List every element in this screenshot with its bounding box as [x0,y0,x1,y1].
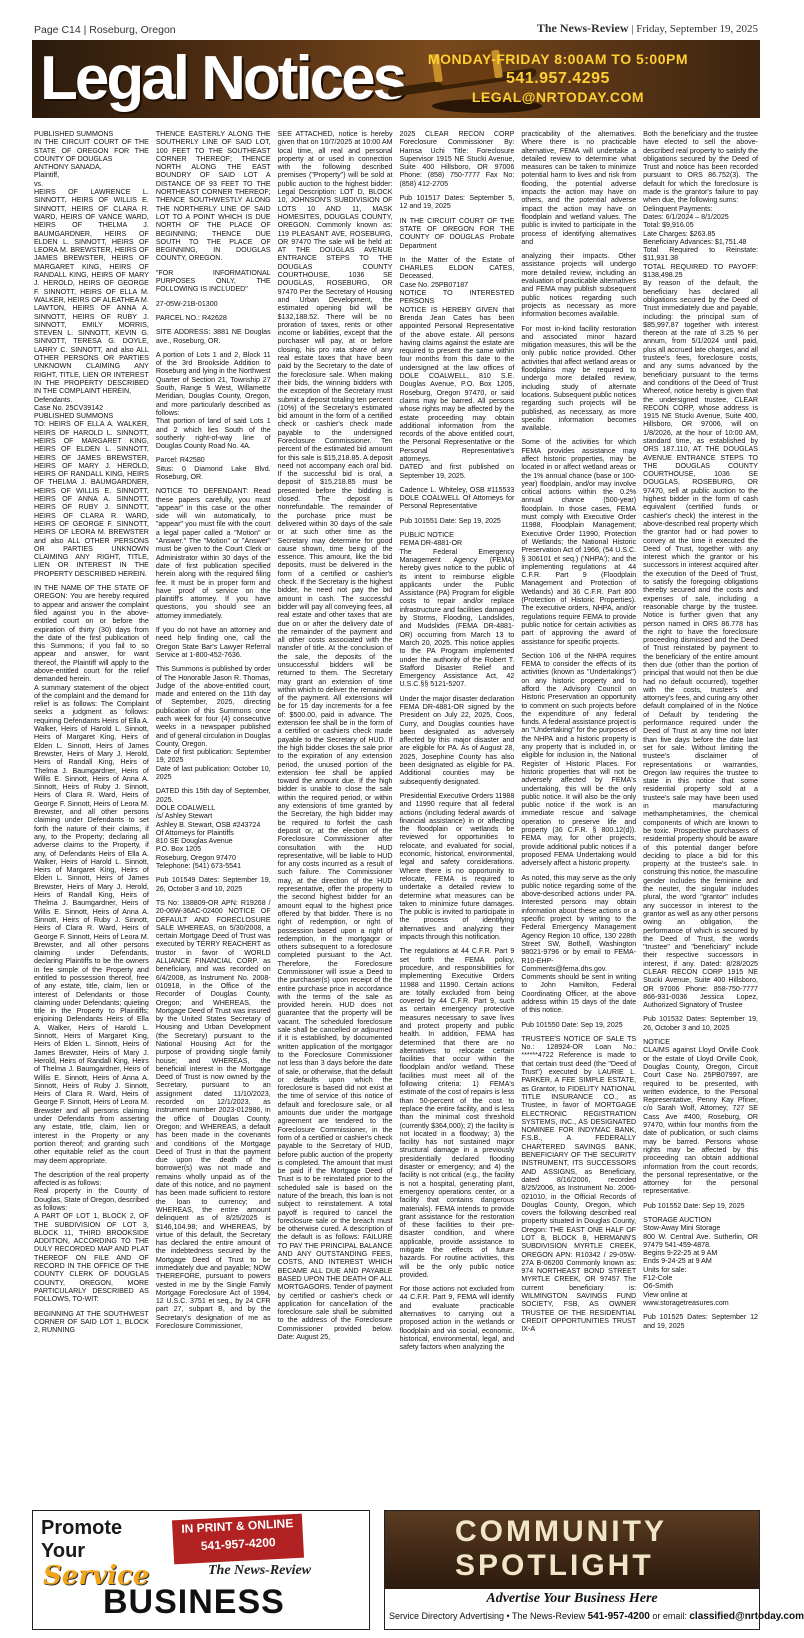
service-script: Service [43,1561,150,1591]
notice-column-2 [156,130,271,1498]
notice-paragraph: IN THE NAME OF THE STATE OF OREGON: You are hereby required to appear and answer the complaint filed against you in the above-entitled court on or before the expiration of thirty (30) days from the date of the first publication of this Summons; if you fail to so appear and answer, for want thereof, the Plaintiff will apply to the above-entitled court for the relief demanded herein. A summary statement of the object of the complaint and the demand for relief is as follows: The Complaint seeks a judgment as follows: requiring Defendants Heirs of Ella A. Walker, Heirs of Harold L. Sinnott, Heirs of Margaret King, Heirs of Elden L. Sinnott, Heirs of James Brewster, Heirs of Mary J. Herold, Heirs of Randall King, Heirs of Thelma J. Baumgardner, Heirs of Willis E. Sinnott, Heirs of Anna A. Sinnott, Heirs of Ruby J. Sinnott, Heirs of Clara R. Ward, Heirs of George F. Sinnott, Heirs of Leora M. Brewster, and all other persons claiming under Defendants to set forth the nature of their claims, if any, to the Property; declaring all adverse claims to the Property, if any, of Defendants Heirs of Ella A. Walker, Heirs of Harold L. Sinnott, Heirs of Margaret King, Heirs of Elden L. Sinnott, Heirs of James Brewster, Heirs of Mary J. Herold, Heirs of Randall King, Heirs of Thelma J. Baumgardner, Heirs of Willis E. Sinnott, Heirs of Anna A. Sinnott, Heirs of Ruby J. Sinnott, Heirs of Clara R. Ward, Heirs of George F. Sinnott, Heirs of Leora M. Brewster, and all other persons claiming under Defendants, declaring Plaintiffs to be the owners in fee simple of the Property and entitled to possession thereof, free of any estate, title, claim, lien or interest of Defendants or those claiming under Defendants; quieting title in the Property to Plaintiffs; enjoining Defendants Heirs of Ella A. Walker, Heirs of Harold L. Sinnott, Heirs of Margaret King, Heirs of Elden L. Sinnott, Heirs of James Brewster, Heirs of Mary J. Herold, Heirs of Randall King, Heirs of Thelma J. Baumgardner, Heirs of Willis E. Sinnott, Heirs of Anna A. Sinnott, Heirs of Ruby J. Sinnott, Heirs of Clara R. Ward, Heirs of George F. Sinnott, Heirs of Leora M. Brewster and all persons claiming under Defendants from asserting any estate, title, claim, lien or interest in the Property or any portion thereof; and granting such other equitable relief as the court may deem appropriate. [34,584,149,1165]
paper-name: The News-Review [536,21,629,35]
notice-paragraph: SEE ATTACHED, notice is hereby given that on 10/7/2025 at 10:00 AM local time, all real and personal property at or used in connection with the following described premises ("Property") will be sold at public auction to the highest bidder: Legal Description: LOT D, BLOCK 10, JOHNSON'S SUBDIVISION OF LOTS 10 AND 11, MASK HOMESITES, DOUGLAS COUNTY, OREGON. Commonly known as: 119 PLEASANT AVE, ROSEBURG, OR 97470 The sale will be held at: AT THE DOUGLAS AVENUE ENTRANCE STEPS TO THE DOUGLAS COUNTY COURTHOUSE, 1036 SE DOUGLAS, ROSEBURG, OR 97470 Per the Secretary of Housing and Urban Development, the estimated opening bid will be $132,188.52. There will be no proration of taxes, rents or other income or liabilities, except that the purchaser will pay, at or before closing, his pro rata share of any real estate taxes that have been paid by the Secretary to the date of the foreclosure sale. When making their bids, the winning bidders with the exception of the Secretary must submit a deposit totaling ten percent (10%) of the Secretary's estimated bid amount in the form of a certified check or cashier's check made payable to the undersigned Foreclosure Commissioner. Ten percent of the estimated bid amount for this sale is $15,218.85. A deposit need not accompany each oral bid. If the successful bid is oral, a deposit of $15,218.85 must be presented before the bidding is closed. The deposit is nonrefundable. The remainder of the purchase price must be delivered within 30 days of the sale or at such other time as the Secretary may determine for good cause shown, time being of the essence. This amount, like the bid deposits, must be delivered in the form of a certified or cashier's check. If the Secretary is the highest bidder, he need not pay the bid amount in cash. The successful bidder will pay all conveying fees, all real estate and other taxes that are due on or after the delivery date of the remainder of the payment and all other costs associated with the transfer of title. At the conclusion of the sale, the deposits of the unsuccessful bidders will be returned to them. The Secretary may grant an extension of time within which to deliver the remainder of the payment. All extensions will be for 15 day increments for a fee of: $500.00, paid in advance. The extension fee shall be in the form of a certified or cashiers check made payable to the Secretary of HUD. If the high bidder closes the sale prior to the expiration of any extension period, the unused portion of the extension fee shall be applied toward the amount due. If the high bidder is unable to close the sale within the required period, or within any extensions of time granted by the Secretary, the high bidder may be required to forfeit the cash deposit or, at the election of the Foreclosure Commissioner after consultation with the HUD representative, will be liable to HUD for any costs incurred as a result of such failure. The Commissioner may, at the direction of the HUD representative, offer the property to the second highest bidder for an amount equal to the highest price offered by that bidder. There is no right of redemption, or right of possession based upon a right of redemption, in the mortgagor or others subsequent to a foreclosure completed pursuant to the Act. Therefore, the Foreclosure Commissioner will issue a Deed to the purchaser(s) upon receipt of the entire purchase price in accordance with the terms of the sale as provided herein. HUD does not guarantee that the property will be vacant. The scheduled foreclosure sale shall be cancelled or adjourned if it is established, by documented written application of the mortgagor to the Foreclosure Commissioner not less than 3 days before the date of sale, or otherwise, that the default or defaults upon which the foreclosure is based did not exist at the time of service of this notice of default and foreclosure sale, or all amounts due under the mortgage agreement are tendered to the Foreclosure Commissioner, in the form of a certified or cashier's check payable to the Secretary of HUD, before public auction of the property is completed. The amount that must be paid if the Mortgage Deed of Trust is to be reinstated prior to the scheduled sale is based on the nature of the breach, this loan is not subject to reinstatement. A total payoff is required to cancel the foreclosure sale or the breach must be otherwise cured. A description of the default is as follows: FAILURE TO PAY THE PRINCIPAL BALANCE AND ANY OUTSTANDING FEES, COSTS, AND INTEREST WHICH BECAME ALL DUE AND PAYABLE BASED UPON THE DEATH OF ALL MORTGAGORS. Tender of payment by certified or cashier's check or application for cancellation of the foreclosure sale shall be submitted to the address of the Foreclosure Commissioner provided below. Date: August 25, [277,130,393,1342]
notice-paragraph: Cadence L. Whiteley, OSB #115533 DOLE COALWELL Of Attorneys for Personal Representative [399,485,515,511]
notice-paragraph: Presidential Executive Orders 11988 and 11990 require that all federal actions (including federal awards of financial assistance) in or affecting the floodplain or wetlands be reviewed for opportunities to relocate, and evaluated for social, economic, historical, environmental, legal and safety considerations. Where there is no opportunity to relocate, FEMA is required to undertake a detailed review to determine what measures can be taken to minimize future damages. The public is invited to participate in the process of identifying alternatives and analyzing their impacts through this notification. [399,791,515,942]
notice-paragraph: Pub 101550 Date: Sep 19, 2025 [521,1020,623,1029]
notice-paragraph: TRUSTEE'S NOTICE OF SALE TS No.: 128924-OR Loan No.: ******4722 Reference is made to that certain trust deed (the "Deed of Trust") executed by LAURIE L. PARKER, A FEE SIMPLE ESTATE, as Grantor, to FIDELITY NATIONAL TITLE INSURANCE CO., as Trustee, in favor of MORTGAGE ELECTRONIC REGISTRATION SYSTEMS, INC., AS DESIGNATED NOMINEE FOR INDYMAC BANK, F.S.B., A FEDERALLY CHARTERED SAVINGS BANK, BENEFICIARY OF THE SECURITY INSTRUMENT, ITS SUCCESSORS AND ASSIGNS, as Beneficiary, dated 8/16/2006, recorded 8/25/2006, as Instrument No. 2006-021010, in the Official Records of Douglas County, Oregon, which covers the following described real property situated in Douglas County, Oregon: THE EAST ONE HALF OF LOT 8, BLOCK 8, HERMANN'S SUBDIVISION MYRTLE CREEK, OREGON APN: R10342 / 29-05W-27A B-06200 Commonly known as: 974 NORTHEAST BOND STREET MYRTLE CREEK, OR 97457 The current beneficiary is: WILMINGTON SAVINGS FUND SOCIETY, FSB, AS OWNER TRUSTEE OF THE RESIDENTIAL CREDIT OPPORTUNITIES TRUST IX-A [521,1034,637,1334]
advertise-tagline: Advertise Your Business Here [486,1591,658,1606]
legal-email[interactable]: LEGAL@NRTODAY.COM [471,89,645,105]
notice-column-1 [34,130,149,1498]
notice-paragraph: Under the major disaster declaration FEMA DR-4881-OR signed by the President on July 22, 2025, Coos, Curry, and Douglas counties have been designated as adversely affected by this major disaster and are eligible for PA. As of August 28, 2025, Josephine County has also been designated as eligible for PA. Additional counties may be subsequently designated. [399,694,515,786]
notice-column-6 [643,130,758,1498]
notice-paragraph: Pub 101532 Dates: September 19, 26, October 3 and 10, 2025 [643,1015,758,1032]
community-word: COMMUNITY [455,1515,667,1548]
notice-paragraph: NOTICE CLAIMS against Lloyd Orville Cook or the estate of Lloyd Orville Cook, Douglas County, Oregon, Circuit Court Case No. 25PB07997, are required to be presented, with written evidence, to the Personal Representative, Penny Kay Pfiner, c/o Sarah Wolf, Attorney, 727 SE Cass Ave #400, Roseburg, OR 97470, within four months from the date of publication, or such claims may be barred. Persons whose rights may be affected by this proceeding can obtain additional information from the court records, the personal representative, or the attorney for the personal representative. [643,1038,758,1196]
notice-paragraph: practicability of the alternatives. Where there is no practicable alternative, FEMA will undertake a detailed review to determine what measures can be taken to minimize potential harm to lives and risk from flooding, the potential adverse impacts the action may have on others, and the potential adverse impact the action may have on floodplain and wetland values. The public is invited to participate in the process of identifying alternatives and [521,130,637,246]
contact-email[interactable]: classified@nrtoday.com [689,1611,804,1622]
community-spotlight-ad[interactable] [384,1510,804,1630]
page-label: Page C14 | Roseburg, Oregon [34,24,176,36]
notice-paragraph: TS No: 138809-OR APN: R19268 / 20-06W-36AC-02400 NOTICE OF DEFAULT AND FORECLOSURE SALE WHEREAS, on 5/30/2008, a certain Mortgage Deed of Trust was executed by TERRY REACHERT as trustor in favor of WORLD ALLIANCE FINANCIAL CORP. as beneficiary, and was recorded on 6/4/2008, as Instrument No. 2008-010918, in the Office of the Recorder of Douglas County, Oregon; and WHEREAS, the Mortgage Deed of Trust was insured by the United States Secretary of Housing and Urban Development (the Secretary) pursuant to the National Housing Act for the purpose of providing single family house; and WHEREAS, the beneficial interest in the Mortgage Deed of Trust is now owned by the Secretary, pursuant to an assignment dated 11/10/2023, recorded on 12/1/2023, as instrument number 2023-012986, in the office of Douglas County, Oregon; and WHEREAS, a default has been made in the covenants and conditions of the Mortgage Deed of Trust in that the payment due upon the death of the borrower(s) was not made and remains wholly unpaid as of the date of this notice, and no payment has been made sufficient to restore the loan to currency; and WHEREAS, the entire amount delinquent as of 8/25/2025 is $146,104.98; and WHEREAS, by virtue of this default, the Secretary has declared the entire amount of the indebtedness secured by the Mortgage Deed of Trust to be immediately due and payable; NOW THEREFORE, pursuant to powers vested in me by the Single Family Mortgage Foreclosure Act of 1994, 12 U.S.C. 3751 et seq., by 24 CFR part 27, subpart B, and by the Secretary's designation of me as Foreclosure Commissioner, [155,898,271,1331]
promote-line-2: Your [41,1540,86,1562]
notice-paragraph: For most in-kind facility restoration and associated minor hazard mitigation measures, this will be the only public notice provided. Other activities that affect wetland areas or floodplains may be required to undergo more detailed review, including study of alternate locations. Subsequent public notices regarding such projects will be published, as necessary, as more specific information becomes available. [521,324,637,433]
notice-paragraph: This Summons is published by order of The Honorable Jason R. Thomas, Judge of the above-entitled court, made and entered on the 11th day of September, 2025, directing publication of this Summons once each week for four (4) consecutive weeks in a newspaper published and of general circulation in Douglas County, Oregon. Date of first publication: September 19, 2025 Date of last publication: October 10, 2025 [155,665,271,782]
notice-paragraph: PARCEL NO.: R42628 [155,313,227,322]
notice-paragraph: Pub 101552 Date: Sep 19, 2025 [643,1201,745,1210]
notice-paragraph: In the Matter of the Estate of CHARLES ELDON CATES, Deceased. Case No. 25PB07187 NOTICE TO INTERESTED PERSONS NOTICE IS HEREBY GIVEN that Brenda Jean Cates has been appointed Personal Representative of the above estate. All persons having claims against the estate are required to present the same within four months from this date to the undersigned at the law offices of DOLE COALWELL, 810 S.E. Douglas Avenue, P.O. Box 1205, Roseburg, Oregon 97470, or said claims may be barred. All persons whose rights may be affected by the estate proceeding may obtain additional information from the records of the above entitled court, the Personal Representative or the Personal Representative's attorneys. DATED and first published on September 19, 2025. [399,255,515,480]
notice-paragraph: Both the beneficiary and the trustee have elected to sell the above-described real property to satisfy the obligations secured by the Deed of Trust and notice has been recorded pursuant to ORS 86.752(3). The default for which the foreclosure is made is the grantor's failure to pay when due, the following sums: Delinquent Payments: Dates: 6/1/2024 – 8/1/2025 Total: $9,916.05 Late Charges: $263.85 Beneficiary Advances: $1,751.48 Total Required to Reinstate: $11,931.38 TOTAL REQUIRED TO PAYOFF: $138,498.25 By reason of the default, the beneficiary has declared all obligations secured by the Deed of Trust immediately due and payable, including: the principal sum of $85,997.87 together with interest thereon at the rate of 3.25 % per annum, from 5/1/2024 until paid, plus all accrued late charges, and all trustee's fees, foreclosure costs, and any sums advanced by the beneficiary pursuant to the terms and conditions of the Deed of Trust Whereof, notice hereby is given that the undersigned trustee, CLEAR RECON CORP, whose address is 1915 NE Stucki Avenue, Suite 400, Hillsboro, OR 97006, will on 1/8/2026, at the hour of 10:00 AM, standard time, as established by ORS 187.110, AT THE DOUGLAS AVENUE ENTRANCE STEPS TO THE DOUGLAS COUNTY COURTHOUSE, 1036 SE DOUGLAS, ROSEBURG, OR 97470, sell at public auction to the highest bidder in the form of cash equivalent (certified funds or cashier's check) the interest in the above-described real property which the grantor had or had power to convey at the time it executed the Deed of Trust, together with any interest which the grantor or his successors in interest acquired after the execution of the Deed of Trust, to satisfy the foregoing obligations thereby secured and the costs and expenses of sale, including a reasonable charge by the trustee. Notice is further given that any person named in ORS 86.778 has the right to have the foreclosure proceeding dismissed and the Deed of Trust reinstated by payment to the beneficiary of the entire amount then due (other than the portion of principal that would not then be due had no default occurred), together with the costs, trustee's and attorney's fees, and curing any other default complained of in the Notice of Default by tendering the performance required under the Deed of Trust at any time not later than five days before the date last set for sale. Without limiting the trustee's disclaimer of representations or warranties, Oregon law requires the trustee to state in this notice that some residential property sold at a trustee's sale may have been used in manufacturing methamphetamines, the chemical components of which are known to be toxic. Prospective purchasers of residential property should be aware of this potential danger before deciding to place a bid for this property at the trustee's sale. In construing this notice, the masculine gender includes the feminine and the neuter, the singular includes plural, the word "grantor" includes any successor in interest to the grantor as well as any other persons owing an obligation, the performance of which is secured by the Deed of Trust, the words "trustee" and "beneficiary" include their respective successors in interest, if any. Dated: 8/28/2025 CLEAR RECON CORP 1915 NE Stucki Avenue, Suite 400 Hillsboro, OR 97006 Phone: 858-750-7777 866-931-0036 Jessica Lopez, Authorized Signatory of Trustee [643,130,758,1010]
notice-paragraph: Pub 101549 Dates: September 19, 26, October 3 and 10, 2025 [155,876,271,893]
contact-mid: or email: [649,1611,690,1621]
notice-column-3 [278,130,393,1498]
notice-paragraph: The description of the real property affected is as follows: Real property in the County of Douglas, State of Oregon, described as follows: A PART OF LOT 1, BLOCK 2, OF THE SUBDIVISION OF LOT 3, BLOCK 11, THIRD BROOKSIDE ADDITION, ACCORDING TO THE DULY RECORDED MAP AND PLAT THEREOF ON FILE AND OF RECORD IN THE OFFICE OF THE COUNTY CLERK OF DOUGLAS COUNTY, OREGON, MORE PARTICULARLY DESCRIBED AS FOLLOWS, TO-WIT: [34,1170,149,1304]
notice-column-5 [521,130,636,1498]
page-header [34,8,758,36]
notice-paragraph: PUBLIC NOTICE FEMA DR-4881-OR The Federal Emergency Management Agency (FEMA) hereby gives notice to the public of its intent to reimburse eligible applicants under the Public Assistance (PA) Program for eligible costs to repair and/or replace infrastructure and facilities damaged by Storms, Flooding, Landslides, and Mudslides (FEMA DR-4881-OR) occurring from March 13 to March 20, 2025. This notice applies to the PA Program implemented under the authority of the Robert T. Stafford Disaster Relief and Emergency Assistance Act, 42 U.S.C.§§ 5121-5207. [399,531,515,689]
notice-paragraph: Section 106 of the NHPA requires FEMA to consider the effects of its activities (known as "Undertakings") on any historic property and to afford the Advisory Council on Historic Preservation an opportunity to comment on such projects before the expenditure of any federal funds. A federal assistance project is an "Undertaking" for the purposes of the NHPA and a historic property is any property that is included in, or eligible for inclusion in, the National Register of Historic Places. For historic properties that will not be adversely affected by FEMA's undertaking, this will be the only public notice. It will also be the only public notice if the work is an immediate rescue and salvage operation to preserve life and property (36 C.F.R. § 800.12(d)). FEMA may, for other projects, provide additional public notices if a proposed FEMA Undertaking would adversely affect a historic property. [521,651,637,868]
promote-heading [41,1517,122,1563]
notice-paragraph: analyzing their impacts. Other assistance projects will undergo more detailed review, including an evaluation of practicable alternatives and FEMA may publish subsequent public notices regarding such projects as necessary as more information becomes available. [521,252,637,319]
notice-paragraph: As noted, this may serve as the only public notice regarding some of the above-described actions under PA. Interested persons may obtain information about these actions or a specific project by writing to the Federal Emergency Management Agency Region 10 office, 130 228th Street SW, Bothell, Washington 98021-9796 or by email to FEMA-R10-EHP-Comments@fema.dhs.gov. Comments should be sent in writing to John Hamilton, Federal Coordinating Officer, at the above address within 15 days of the date of this notice. [521,873,637,1015]
notice-paragraph: DATED this 15th day of September, 2025. DOLE COALWELL /s/ Ashley Stewart Ashley B. Stewart, OSB #243724 Of Attorneys for Plaintiffs 810 SE Douglas Avenue P.O. Box 1205 Roseburg, Oregon 97470 Telephone: (541) 673-5541 [155,787,271,871]
legal-phone[interactable]: 541.957.4295 [506,70,610,87]
publication-line [537,21,758,36]
notice-paragraph: STORAGE AUCTION Stow-Away Mini Storage 800 W. Central Ave. Sutherlin, OR 97479 541-459-4878. Begins 9-22-25 at 9 AM Ends 9-24-25 at 9 AM Units for sale: F12-Cole O6-Smith View online at www.storagetreasures.com [643,1216,758,1307]
notice-paragraph: Pub 101525 Dates: September 12 and 19, 2025 [643,1313,758,1330]
promote-business-ad[interactable] [32,1510,370,1630]
legal-notices-banner [32,40,760,118]
contact-prefix: Service Directory Advertising • The News-Review [389,1611,588,1621]
notice-paragraph: The regulations at 44 C.F.R. Part 9 set forth the FEMA policy, procedure, and responsibilities for implementing Executive Orders 11988 and 11990. Certain actions are totally excluded from being covered by 44 C.F.R. Part 9, such as certain emergency protective measures necessary to save lives and protect property and public health. In addition, FEMA has determined that there are no alternatives to relocate certain facilities that occur within the floodplain and/or wetland. These facilities must meet all of the following criteria: 1) FEMA's estimate of the cost of repairs is less than 50-percent of the cost to replace the entire facility, and is less than the minimal cost threshold (currently $364,000); 2) the facility is not located in a floodway; 3) the facility has not sustained major structural damage in a previously presidentially declared flooding disaster or emergency; and 4) the facility is not critical (e.g., the facility is not a hospital, generating plant, emergency operations center, or a facility that contains dangerous materials). FEMA intends to provide grant assistance for the restoration of these facilities to their pre-disaster condition, and where applicable, provide assistance to mitigate the effects of future hazards. For routine activities, this will be the only public notice provided. [399,947,515,1279]
notice-column-4 [400,130,515,1498]
business-word: BUSINESS [103,1583,285,1621]
office-hours: MONDAY-FRIDAY 8:00AM TO 5:00PM [427,51,688,67]
ad-masthead: The News-Review [208,1563,312,1578]
promote-line-1: Promote [41,1517,123,1539]
notice-paragraph: BEGINNING AT THE SOUTHWEST CORNER OF SAID LOT 1, BLOCK 2, RUNNING [34,1309,149,1335]
contact-phone[interactable]: 541-957-4200 [587,1611,650,1622]
notice-paragraph: SITE ADDRESS: 3881 NE Douglas ave., Roseburg, OR. [155,328,271,345]
banner-title: Legal Notices [40,44,405,113]
date-line: | Friday, September 19, 2025 [628,23,758,35]
advertisement-strip [32,1510,804,1630]
stamp-phone: 541-957-4200 [200,1535,276,1553]
notice-paragraph: 27-05W-21B-01300 [155,299,218,308]
spotlight-word: SPOTLIGHT [455,1549,654,1582]
notice-paragraph: THENCE EASTERLY ALONG THE SOUTHERLY LINE OF SAID LOT, 100 FEET TO THE SOUTHEAST CORNER THEREOF; THENCE NORTH ALONG THE EAST BOUNDRY OF SAID LOT A DISTANCE OF 93 FEET TO THE NORTHEAST CORNER THEREOF; THENCE SOUTHWESTLY ALONG THE NORTHERLY LINE OF SAID LOT TO A POINT WHICH IS DUE NORTH OF THE PLACE OF BEGINNING; THENCE DUE SOUTH TO THE PLACE OF BEGINNING, IN DOUGLAS COUNTY, OREGON. [155,130,271,263]
print-online-stamp [172,1514,304,1565]
legal-notice-columns [34,130,758,1498]
ad-contact-line [389,1611,804,1622]
notice-paragraph: IN THE CIRCUIT COURT OF THE STATE OF OREGON FOR THE COUNTY OF DOUGLAS Probate Department [399,216,515,250]
notice-paragraph: PUBLISHED SUMMONS IN THE CIRCUIT COURT OF THE STATE OF OREGON FOR THE COUNTY OF DOUGLAS ANTHONY SANADA, Plaintiff, vs. HEIRS OF LAWRENCE L. SINNOTT, HEIRS OF WILLIS E. SINNOTT, HEIRS OF CLARA R. WARD, HEIRS OF VANCE WARD, HEIRS OF THELMA J. BAUMGARDNER, HEIRS OF ELDEN L. SINNOTT, HEIRS OF LEORA M. BREWSTER, HEIRS OF JAMES BREWSTER, HEIRS OF MARGARET KING, HEIRS OF RANDALL KING, HEIRS OF MARY J. HEROLD, HEIRS OF GEORGE F. SINNOTT, HEIRS OF ELLA M. WALKER, HEIRS OF ALEATHEA M. LAWTON, HEIRS OF ANNA A. SINNOTT, HEIRS OF RUBY J. SINNOTT, EMILY MORRIS, STEVEN L. SINNOTT, KEVIN G. SINNOTT, TERESA G. DOYLE, LARRY C. SINNOTT, and also ALL OTHER PERSONS OR PARTIES UNKNOWN CLAIMING ANY RIGHT, TITLE, LIEN OR INTEREST IN THE PROPERTY DESCRIBED IN THE COMPLAINT HEREIN, Defendants. Case No. 25CV39142 PUBLISHED SUMMONS TO: HEIRS OF ELLA A. WALKER, HEIRS OF HAROLD L. SINNOTT, HEIRS OF MARGARET KING, HEIRS OF ELDEN L. SINNOTT, HEIRS OF JAMES BREWSTER, HEIRS OF MARY J. HEROLD, HEIRS OF RANDALL KING, HEIRS OF THELMA J. BAUMGARDNER, HEIRS OF WILLIS E. SINNOTT, HEIRS OF ANNA A. SINNOTT, HEIRS OF RUBY J. SINNOTT, HEIRS OF CLARA R. WARD, HEIRS OF GEORGE F. SINNOTT, HEIRS OF LEORA M. BREWSTER and also ALL OTHER PERSONS OR PARTIES UNKNOWN CLAIMING ANY RIGHT, TITLE, LIEN OR INTEREST IN THE PROPERTY DESCRIBED HEREIN. [34,130,149,578]
contact-block [428,50,688,107]
notice-paragraph: For those actions not excluded from 44 C.F.R. Part 9, FEMA will identify and evaluate practicable alternatives to carrying out a proposed action in the wetlands or floodplain and via social, economic, historical, environmental, legal, and safety factors when analyzing the [399,1285,515,1352]
notice-paragraph: 2025 CLEAR RECON CORP Foreclosure Commissioner By: Hamsa Uchi Title: Foreclosure Supervisor 1915 NE Stucki Avenue, Suite 400 Hillsboro, OR 97006 Phone: (858) 750-7777 Fax No: (858) 412-2705 [399,130,515,188]
notice-paragraph: Parcel: R42580 Situs: 0 Diamond Lake Blvd. Roseburg, OR. [155,456,271,481]
notice-paragraph: "FOR INFORMATIONAL PURPOSES ONLY, THE FOLLOWING IS INCLUDED" [155,268,271,294]
notice-paragraph: Some of the activities for which FEMA provides assistance may affect historic properties, may be located in or affect wetland areas or the 1% annual chance (base or 100-year) floodplain, and/or may involve critical actions within the 0.2% annual chance (500-year) floodplain. In those cases, FEMA must comply with Executive Order 11988, Floodplain Management; Executive Order 11990, Protection of Wetlands; the National Historic Preservation Act of 1966, (54 U.S.C. § 306101 et seq.) ('NHPA'); and the implementing regulations at 44 C.F.R. Part 9 (Floodplain Management and Protection of Wetlands) and 36 C.F.R. Part 800 (Protection of Historic Properties). The executive orders, NHPA, and/or regulations require FEMA to provide public notice for certain activities as part of approving the award of assistance for specific projects. [521,438,637,646]
notice-paragraph: Pub 101551 Date: Sep 19, 2025 [399,516,501,525]
notice-paragraph: A portion of Lots 1 and 2, Block 11 of the 3rd Brookside Addition to Roseburg and lying in the Northwest Quarter of Section 21, Township 27 South, Range 5 West, Willamette Meridian, Douglas County, Oregon, and more particularly described as follows: That portion of land of said Lots 1 and 2 which lies South of the southerly right-of-way line of Douglas County Road No. 4A. [155,350,271,451]
notice-paragraph: Pub 101517 Dates: September 5, 12 and 19, 2025 [399,194,515,211]
notice-paragraph: NOTICE TO DEFENDANT: Read these papers carefully, you must "appear" in this case or the other side will win automatically, to "appear" you must file with the court a legal paper called a "Motion" or "Answer." The "Motion" or "Answer" must be given to the Court Clerk or Administrator within 30 days of the date of first publication specified herein along with the required filing fee. It must be in proper form and have proof of service on the plaintiff's attorney. If you have questions, you should see an attorney immediately. [155,487,271,620]
stamp-line-1: IN PRINT & ONLINE [181,1516,294,1536]
notice-paragraph: If you do not have an attorney and need help finding one, call the Oregon State Bar's Lawyer Referral Service at 1-800-452-7636. [155,626,271,659]
